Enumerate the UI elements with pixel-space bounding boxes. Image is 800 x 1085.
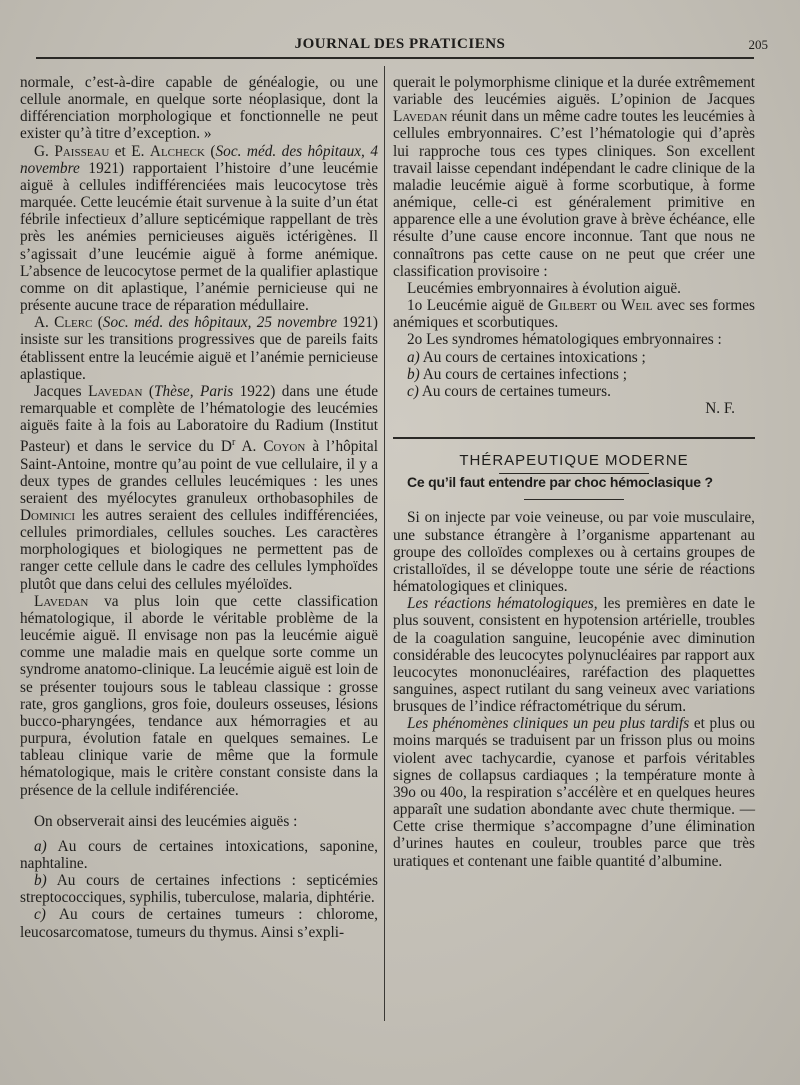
superscript: r — [231, 437, 236, 449]
text-run: 1922) dans une étude remarquable et complète de l’hématologie des leucémies aiguës faite à la fois au Laboratoire du Radium (Institut Pasteur) et dans le service du D — [20, 382, 378, 456]
emphasis: Les phénomènes cliniques un peu plus tardifs — [407, 715, 690, 733]
text-run: querait le polymorphisme clinique et la durée extrêmement variable des leucémies aiguës. L’opinion de Jacques — [393, 74, 755, 109]
list-letter: c) — [407, 382, 419, 400]
author-name: Alcheck — [149, 142, 205, 160]
list-number: 2o — [407, 331, 423, 349]
text-run: Au cours de certaines tumeurs : chlorome, leucosarcomatose, tumeurs du thymus. Ainsi s’expli- — [20, 906, 378, 941]
author-initial: G. — [34, 142, 49, 160]
author-name: Weil — [620, 297, 653, 315]
reference-date: 25 novembre — [256, 314, 338, 332]
paragraph: G. Paisseau et E. Alcheck (Soc. méd. des hôpitaux, 4 novembre 1921) rapportaient l’histoire d’une leucémie aiguë à cellules indifférenciées mais leucocytose très marquée. Cette leucémie était survenue à la suite d’un état fébrile infectieux d’allure septicémique rappellant de très près les anémies pernicieuses aiguës ictérigènes. Il s’agissait d’une leucémie aiguë à forme anémique. L’absence de leucocytose permet de la qualifier aplastique comme on dit aplastique, l’anémie pernicieuse qui ne présente aucune trace de réparation médullaire. — [20, 142, 379, 315]
list-item — [20, 838, 378, 872]
author-name: Coyon — [263, 438, 306, 456]
reference: Thèse, Paris — [154, 382, 234, 400]
paragraph: A. Clerc (Soc. méd. des hôpitaux, 25 novembre 1921) insiste sur les transitions progressives que de pareils faits établissent entre la leucémie aiguë et l’anémie pernicieuse aplastique. — [20, 314, 378, 383]
list-item — [393, 383, 755, 400]
text-run: réunit dans un même cadre toutes les leucémies à cellules embryonnaires. C’est l’hématologie qui d’après lui rapproche tous ces types cliniques. Son excellent travail laisse cependant indépendant le cadre clinique de la maladie leucémie aiguë à forme scorbutique, à forme anémique, celle-ci est généralement primitive en apparence elle a une évolution grave à brève échéance, elle résulte d’une cause encore inconnue. Tant que nous ne connaîtrons pas cette cause on ne peut que créer une classification provisoire : — [393, 108, 755, 280]
reference: Soc. méd. des hôpitaux, — [102, 314, 252, 332]
column-divider — [384, 66, 385, 1021]
paragraph — [393, 74, 755, 280]
page-header — [20, 30, 800, 62]
list-letter: b) — [34, 872, 47, 890]
article-title-underline — [524, 499, 624, 500]
text-run: Au cours de certaines infections : septicémies streptococciques, syphilis, tuberculose, malaria, diphtérie. — [20, 872, 378, 907]
author-name: Paisseau — [54, 142, 110, 160]
text-run: 1921) rapportaient l’histoire d’une leucémie aiguë à cellules indifférenciées mais leucocytose très marquée. Cette leucémie était survenue à la suite d’un état fébrile infectieux d’allure septicémique rappellant de très près les anémies pernicieuses aiguës ictérigènes. Il s’agissait d’une leucémie aiguë à forme anémique. L’absence de leucocytose permet de la qualifier aplastique comme on dit aplastique, l’anémie pernicieuse qui ne présente aucune trace de réparation médullaire. — [20, 159, 378, 315]
list-item — [393, 349, 755, 366]
paragraph — [20, 593, 378, 799]
list-letter: b) — [407, 365, 420, 383]
text-run: et E. — [109, 142, 150, 160]
reference: Soc. méd. des hôpitaux, — [215, 142, 365, 160]
paragraph: On observerait ainsi des leucémies aiguës : — [34, 812, 298, 830]
text-run: Au cours de certaines intoxications ; — [419, 348, 646, 366]
paragraph — [393, 297, 755, 331]
paragraph: Jacques Lavedan (Thèse, Paris 1922) dans une étude remarquable et complète de l’hématologie des leucémies aiguës faite à la fois au Laboratoire du Radium (Institut Pasteur) et dans le service du $D^r$ A. Coyon à l’hôpital Saint-Antoine, montre qu’au point de vue cellulaire, il y a deux types de grandes cellules leucémiques : les unes seraient des myélocytes granuleux orthobasophiles de Dominici les autres seraient des cellules indifférenciées, cellules primordiales, cellules souches. Les caractères morphologiques et biologiques ne permettent pas de ranger cette cellule dans le cadre des cellules lymphoïdes plutôt que dans celui des cellules myéloïdes. — [20, 382, 378, 593]
text-run: A. — [235, 438, 264, 456]
text-run: à l’hôpital Saint-Antoine, montre qu’au point de vue cellulaire, il y a deux types de grandes cellules leucémiques : les unes seraient des myélocytes granuleux orthobasophiles de — [20, 438, 378, 507]
list-item — [20, 872, 378, 906]
author-name: Lavedan — [393, 108, 448, 126]
text-run: et plus ou moins marqués se traduisent par un frisson plus ou moins violent avec tachycardie, cyanose et parfois véritables signes de collapsus cardiaques ; la température monte à 39o ou 40o, la respiration s’accélère et en quelques heures apparaît une sudation abondante avec chute thermique. — Cette crise thermique s’accompagne d’une élimination d’urines hautes en couleur, troubles parce que très uratiques et contenant une faible quantité d’albumine. — [393, 715, 755, 870]
author-name: Clerc — [54, 314, 93, 332]
author-firstname: Jacques — [34, 382, 82, 400]
paragraph — [393, 331, 755, 348]
text-run: avec ses formes anémiques et scorbutiques. — [393, 297, 755, 332]
signature: N. F. — [705, 399, 735, 417]
text-run: Au cours de certaines infections ; — [419, 365, 628, 383]
text-run: Au cours de certaines tumeurs. — [418, 382, 611, 400]
text-run: Les syndromes hématologiques embryonnaires : — [422, 331, 722, 349]
author-name: Lavedan — [88, 382, 143, 400]
list-number: 1o — [407, 297, 423, 315]
list-letter: c) — [34, 906, 46, 924]
list-letter: a) — [34, 837, 47, 855]
text-run: les autres seraient des cellules indifférenciées, cellules primordiales, cellules souches. Les caractères morphologiques et biologiques ne permettent pas de ranger cette cellule dans le cadre des cellules lymphoïdes plutôt que dans celui des cellules myéloïdes. — [20, 507, 378, 593]
text-run: va plus loin que cette classification hématologique, il aborde le véritable problème de la leucémie aiguë. Il envisage non pas la leucémie aiguë comme une maladie mais en quelque sorte comme un syndrome anatomo-clinique. La leucémie aiguë est loin de se présenter toujours sous le tableau classique : grosse rate, gros ganglions, gros foie, douleurs osseuses, lésions bucco-pharyngées, tendance aux hémorragies et au purpura, évolution fatale en quelques semaines. Le tableau clinique varie de même que la formule hématologique, mais le critère constant consiste dans la présence de la cellule indiférenciée. — [20, 592, 378, 799]
text-run: Leucémie aiguë de — [422, 297, 548, 315]
right-column — [393, 74, 755, 870]
paragraph — [393, 595, 755, 715]
list-item — [393, 366, 755, 383]
text-run: les premières en date le plus souvent, consistent en hypotension artérielle, troubles de la coagulation sanguine, leucopénie avec diminution considérable des leucocytes polynucléaires par rapport aux leucocytes mononucléaires, raréfaction des plaquettes sanguines, aspect rutilant du sang veineux avec variations brusques de l’indice réfractométrique du sérum. — [393, 595, 756, 716]
text-run: 1921) insiste sur les transitions progressives que de pareils faits établissent entre la leucémie aiguë et l’anémie pernicieuse aplastique. — [20, 314, 378, 383]
text-run: ou — [596, 297, 621, 315]
author-initial: A. — [34, 314, 49, 332]
author-name: Lavedan — [34, 592, 89, 610]
section-divider — [393, 437, 755, 439]
text-run: Au cours de certaines intoxications, saponine, naphtaline. — [20, 837, 378, 872]
section-title: THÉRAPEUTIQUE MODERNE — [459, 452, 689, 470]
left-column — [20, 74, 378, 941]
emphasis: Les réactions hématologiques, — [407, 595, 598, 613]
paragraph — [393, 715, 755, 869]
reference-date: 4 novembre — [20, 142, 379, 177]
list-item — [20, 906, 378, 940]
paragraph: Leucémies embryonnaires à évolution aiguë. — [407, 279, 681, 297]
paragraph: Si on injecte par voie veineuse, ou par voie musculaire, une substance étrangère à l’organisme appartenant au groupe des colloïdes complexes ou à certains groupes de cristalloïdes, il se développe toute une série de réactions hématologiques et cliniques. — [393, 509, 755, 596]
list-letter: a) — [407, 348, 420, 366]
paragraph: normale, c’est-à-dire capable de généalogie, ou une cellule anormale, en quelque sorte néoplasique, dont la différenciation morphologique et fonctionnelle ne peut exister qu’à titre d’exception. » — [20, 74, 378, 143]
article-title: Ce qu’il faut entendre par choc hémoclasique ? — [407, 474, 713, 491]
journal-title: JOURNAL DES PRATICIENS — [294, 36, 506, 52]
author-name: Gilbert — [547, 297, 597, 315]
author-name: Dominici — [20, 507, 76, 524]
header-rule — [36, 57, 754, 59]
page-number: 205 — [748, 37, 768, 52]
